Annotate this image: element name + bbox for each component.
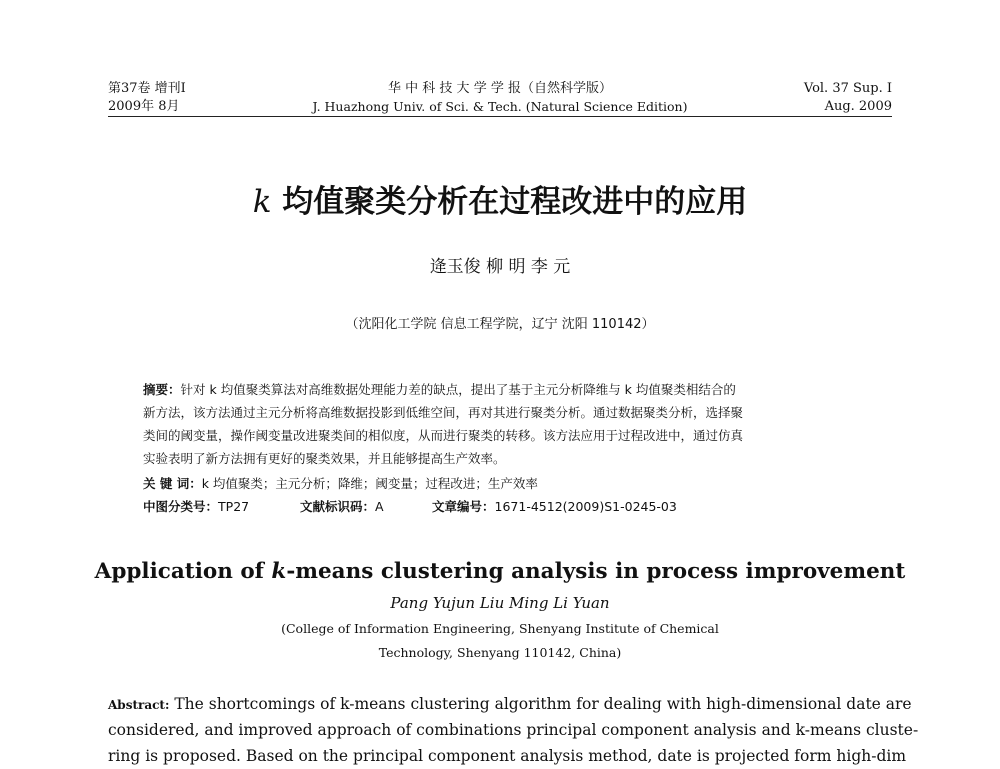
header-vol-en: Vol. 37 Sup. Ⅰ xyxy=(803,81,892,96)
header-volume: 第37卷 增刊Ⅰ xyxy=(108,81,186,96)
en-abstract-line-1: Abstract: The shortcomings of k-means clustering algorithm for dealing with high-dimensional date are xyxy=(108,695,912,713)
cn-clc xyxy=(143,495,249,518)
cn-title xyxy=(0,176,1000,221)
cn-abstract-line-4: 实验表明了新方法拥有更好的聚类效果，并且能够提高生产效率。 xyxy=(143,451,506,466)
cn-title-k: k xyxy=(252,184,272,220)
header-date-en: Aug. 2009 xyxy=(824,99,892,114)
en-affiliation-line-2: Technology, Shenyang 110142, China) xyxy=(378,645,622,660)
cn-abstract-line-1: 摘要：针对 k 均值聚类算法对高维数据处理能力差的缺点，提出了基于主元分析降维与 k 均值聚类相结合的 xyxy=(143,382,736,397)
cn-affiliation: （沈阳化工学院 信息工程学院，辽宁 沈阳 110142） xyxy=(345,317,655,332)
en-affiliation-line-1: (College of Information Engineering, Shenyang Institute of Chemical xyxy=(281,621,719,636)
cn-keywords-value: k 均值聚类；主元分析；降维；阈变量；过程改进；生产效率 xyxy=(201,476,538,491)
header-journal-en: J. Huazhong Univ. of Sci. & Tech. (Natural Science Edition) xyxy=(312,99,688,114)
cn-article-value: 1671-4512(2009)S1-0245-03 xyxy=(494,499,677,514)
cn-clc-value: TP27 xyxy=(218,499,250,514)
cn-abstract-line-2: 新方法，该方法通过主元分析将高维数据投影到低维空间，再对其进行聚类分析。通过数据聚类分析，选择聚 xyxy=(143,405,744,420)
cn-title-text: 均值聚类分析在过程改进中的应用 xyxy=(271,184,748,220)
cn-doc-value: A xyxy=(375,499,384,514)
en-abstract-line-2: considered, and improved approach of combinations principal component analysis and k-means cluste- xyxy=(108,721,919,739)
en-title: Application of k-means clustering analysis in process improvement xyxy=(94,559,906,584)
en-abstract-line-3: ring is proposed. Based on the principal component analysis method, date is projected form high-dim xyxy=(108,747,907,765)
en-title-k: k xyxy=(271,559,287,584)
cn-abstract-line-3: 类间的阈变量，操作阈变量改进聚类间的相似度，从而进行聚类的转移。该方法应用于过程改进中，通过仿真 xyxy=(143,428,744,443)
en-abstract-label: Abstract: xyxy=(108,698,170,712)
cn-doc-code xyxy=(300,495,384,518)
cn-abstract-label: 摘要： xyxy=(143,382,181,397)
header-rule xyxy=(108,116,892,117)
cn-clc-label: 中图分类号： xyxy=(143,499,219,514)
header-date: 2009年 8月 xyxy=(108,99,180,114)
cn-doc-label: 文献标识码： xyxy=(300,499,376,514)
cn-article-label: 文章编号： xyxy=(432,499,495,514)
cn-authors: 逄玉俊 柳 明 李 元 xyxy=(429,257,571,277)
cn-article-no xyxy=(432,495,677,518)
cn-keywords-label: 关 键 词： xyxy=(143,476,202,491)
en-authors: Pang Yujun Liu Ming Li Yuan xyxy=(390,594,610,612)
header-journal-cn: 华 中 科 技 大 学 学 报（自然科学版） xyxy=(388,81,612,96)
cn-keywords xyxy=(143,472,538,495)
